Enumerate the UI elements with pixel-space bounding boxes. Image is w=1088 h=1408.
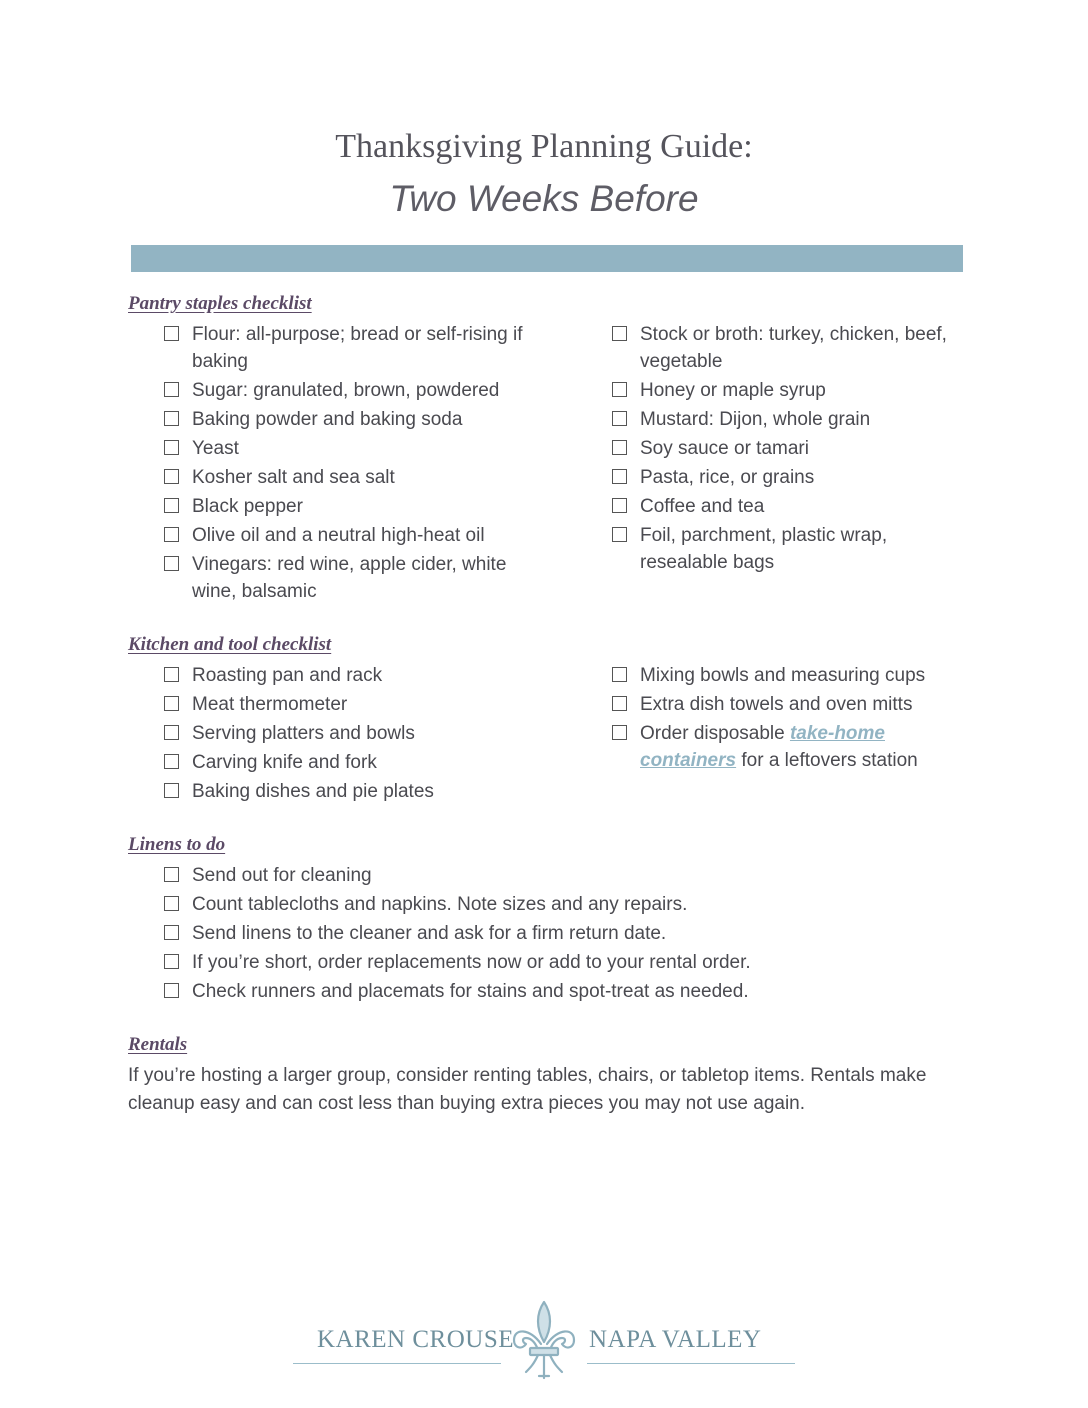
pantry-item xyxy=(612,406,962,433)
checkbox[interactable] xyxy=(164,498,179,513)
checklist-item-label: Check runners and placemats for stains and spot-treat as needed. xyxy=(192,981,749,1002)
checkbox[interactable] xyxy=(612,696,627,711)
checklist-item-label: Stock or broth: turkey, chicken, beef, vegetable xyxy=(640,324,947,372)
page-title: Thanksgiving Planning Guide: xyxy=(335,128,753,165)
checkbox[interactable] xyxy=(164,469,179,484)
take-home-containers-link[interactable]: take-home containers xyxy=(640,723,885,771)
kitchen-item xyxy=(164,720,524,747)
pantry-item xyxy=(164,321,524,375)
checkbox[interactable] xyxy=(164,867,179,882)
pantry-item xyxy=(612,522,962,576)
checklist-item-label: Extra dish towels and oven mitts xyxy=(640,694,913,715)
checklist-item-label: Soy sauce or tamari xyxy=(640,438,809,459)
kitchen-item xyxy=(164,749,524,776)
footer-rule-left xyxy=(293,1363,501,1364)
checkbox[interactable] xyxy=(612,527,627,542)
footer-location: NAPA VALLEY xyxy=(589,1326,762,1353)
linens-item xyxy=(164,978,944,1005)
checkbox[interactable] xyxy=(164,440,179,455)
checklist-item-label: If you’re short, order replacements now or add to your rental order. xyxy=(192,952,751,973)
linens-item xyxy=(164,949,944,976)
linens-heading: Linens to do xyxy=(128,834,226,855)
order-prefix: Order disposable xyxy=(640,723,790,744)
pantry-item xyxy=(164,406,524,433)
pantry-item xyxy=(612,435,962,462)
pantry-item xyxy=(612,377,962,404)
checkbox[interactable] xyxy=(612,667,627,682)
kitchen-list-right xyxy=(612,662,942,776)
checkbox[interactable] xyxy=(164,382,179,397)
checkbox[interactable] xyxy=(164,954,179,969)
linens-list xyxy=(164,862,944,1007)
kitchen-list-left xyxy=(164,662,524,807)
linens-item xyxy=(164,920,944,947)
checkbox[interactable] xyxy=(612,725,627,740)
header-divider-bar xyxy=(131,245,963,272)
checkbox[interactable] xyxy=(164,754,179,769)
kitchen-item xyxy=(164,691,524,718)
checklist-item-label: Serving platters and bowls xyxy=(192,723,415,744)
checkbox[interactable] xyxy=(164,527,179,542)
kitchen-item xyxy=(612,662,942,689)
pantry-item xyxy=(164,522,524,549)
checklist-item-label: Black pepper xyxy=(192,496,303,517)
checklist-item-label: Count tablecloths and napkins. Note sizes and any repairs. xyxy=(192,894,688,915)
pantry-item xyxy=(612,321,962,375)
checklist-item-label: Vinegars: red wine, apple cider, white wine, balsamic xyxy=(192,554,507,602)
pantry-item xyxy=(164,435,524,462)
pantry-item xyxy=(164,464,524,491)
pantry-item xyxy=(612,493,962,520)
rentals-paragraph: If you’re hosting a larger group, consider renting tables, chairs, or tabletop items. Rentals make cleanup easy and can cost less than buying extra pieces you may not use again. xyxy=(128,1065,927,1114)
checklist-item-label: Flour: all-purpose; bread or self-rising if baking xyxy=(192,324,523,372)
checklist-item-label: Send linens to the cleaner and ask for a firm return date. xyxy=(192,923,667,944)
checkbox[interactable] xyxy=(164,667,179,682)
checklist-item-label: Mixing bowls and measuring cups xyxy=(640,665,926,686)
footer-rule-right xyxy=(587,1363,795,1364)
checklist-item-label: Foil, parchment, plastic wrap, resealable bags xyxy=(640,525,888,573)
pantry-list-left xyxy=(164,321,524,607)
checkbox[interactable] xyxy=(164,896,179,911)
checklist-item-label: Carving knife and fork xyxy=(192,752,377,773)
checklist-item-label: Honey or maple syrup xyxy=(640,380,826,401)
checklist-item-label: Coffee and tea xyxy=(640,496,765,517)
checkbox[interactable] xyxy=(612,440,627,455)
checklist-item-label: Baking dishes and pie plates xyxy=(192,781,434,802)
checkbox[interactable] xyxy=(612,382,627,397)
checkbox[interactable] xyxy=(612,498,627,513)
checkbox[interactable] xyxy=(612,326,627,341)
checkbox[interactable] xyxy=(164,556,179,571)
kitchen-item xyxy=(164,662,524,689)
pantry-item xyxy=(164,377,524,404)
page-subtitle: Two Weeks Before xyxy=(389,178,699,219)
rentals-heading: Rentals xyxy=(128,1034,188,1055)
kitchen-item-order-containers xyxy=(612,720,942,774)
checklist-item-label: Kosher salt and sea salt xyxy=(192,467,395,488)
pantry-item xyxy=(164,551,524,605)
checklist-item-label: Pasta, rice, or grains xyxy=(640,467,815,488)
checklist-item-label: Baking powder and baking soda xyxy=(192,409,463,430)
kitchen-item xyxy=(612,691,942,718)
linens-item xyxy=(164,862,944,889)
checklist-item-label: Yeast xyxy=(192,438,239,459)
checkbox[interactable] xyxy=(164,411,179,426)
checkbox[interactable] xyxy=(164,925,179,940)
pantry-item xyxy=(164,493,524,520)
pantry-heading: Pantry staples checklist xyxy=(128,293,312,314)
checkbox[interactable] xyxy=(164,983,179,998)
linens-item xyxy=(164,891,944,918)
checkbox[interactable] xyxy=(612,469,627,484)
checklist-item-label: Meat thermometer xyxy=(192,694,348,715)
checklist-item-label: Send out for cleaning xyxy=(192,865,372,886)
checklist-item-label: Olive oil and a neutral high-heat oil xyxy=(192,525,485,546)
checkbox[interactable] xyxy=(612,411,627,426)
pantry-item xyxy=(612,464,962,491)
checklist-item-label: Sugar: granulated, brown, powdered xyxy=(192,380,500,401)
checkbox[interactable] xyxy=(164,725,179,740)
footer-brand-name: KAREN CROUSE xyxy=(317,1326,514,1353)
order-suffix: for a leftovers station xyxy=(736,750,918,771)
pantry-list-right xyxy=(612,321,962,578)
kitchen-item xyxy=(164,778,524,805)
kitchen-heading: Kitchen and tool checklist xyxy=(128,634,332,655)
checkbox[interactable] xyxy=(164,696,179,711)
checkbox[interactable] xyxy=(164,783,179,798)
checklist-item-label: Roasting pan and rack xyxy=(192,665,383,686)
checkbox[interactable] xyxy=(164,326,179,341)
fleur-de-lis-icon xyxy=(508,1298,580,1382)
checklist-item-label: Mustard: Dijon, whole grain xyxy=(640,409,871,430)
